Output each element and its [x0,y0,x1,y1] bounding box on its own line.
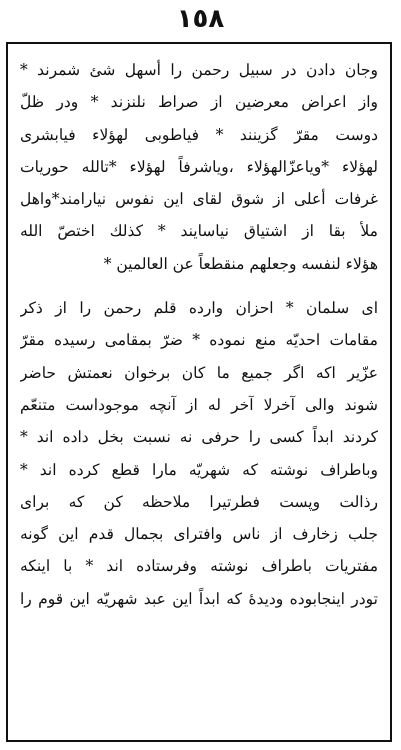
text-line: ای سلمان * احزان وارده قلم رحمن را از ذکر [20,299,378,318]
text-line: لهؤلاء *ویاعزّالهؤلاء ،ویاشرفاً لهؤلاء *تالله حوریات [20,157,378,176]
text-line: کردند ابداً کسی را حرفی نه نسبت بخل داده اند * [20,428,378,447]
text-line: رذالت وپست فطرتیرا ملاحظه کن که برای [20,492,378,511]
paragraph-2 [20,292,378,615]
text-line: ملأ بقا از اشتیاق نیاسایند * کذلك اختصّ الله [20,222,378,241]
page-body [20,54,378,730]
text-line: عزّیر اکه اگر جمیع ما کان برخوان نعمتش حاضر [20,363,378,382]
text-line: واز اعراض معرضین از صراط نلنزند * ودر ظلّ [20,93,378,112]
text-line: مقامات احدیّه منع نموده * ضرّ بمقامی رسیده مقرّ [20,331,378,350]
text-line: جلب زخارف از ناس وافترای بجمال قدم این گونه [20,525,378,544]
text-line: وجان دادن در سبیل رحمن را أسهل شئ شمرند * [20,61,378,79]
text-line: مفتریات باطراف نوشته وفرستاده اند * با اینکه [20,557,378,576]
text-line: وباطراف نوشته که شهریّه مارا قطع کرده اند * [20,460,378,479]
text-line: شوند والی آخرلا آخر له از آنچه موجوداست متنعّم [20,395,378,414]
text-line: تودر اینجابوده ودیدهٔ که ابداً این عبد شهریّه این قوم را [20,589,378,608]
text-frame [6,42,392,742]
text-line: غرفات أعلی از شوق لقای این نفوس نیارامند*واهل [20,190,378,209]
page-number: ١٥٨ [176,4,225,34]
text-line: هؤلاء لنفسه وجعلهم منقطعاً عن العالمین * [103,254,378,273]
paragraph-1 [20,54,378,280]
paragraph-gap [20,280,378,292]
text-line: دوست مقرّ گزینند * فیاطوبی لهؤلاء فیابشری [20,125,378,144]
